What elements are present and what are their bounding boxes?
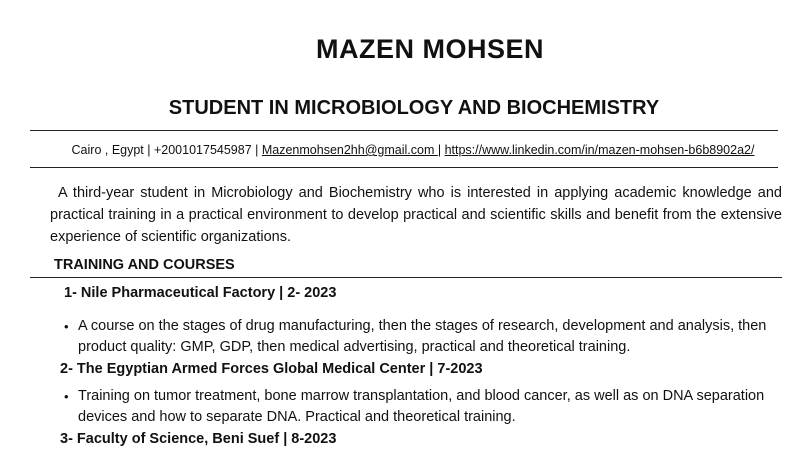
entry-title-nile: 1- Nile Pharmaceutical Factory | 2- 2023	[64, 285, 337, 301]
bullet-text: A course on the stages of drug manufacturing, then the stages of research, development and analysis, then product quality: GMP, GDP, then medical advertising, practical and theoretical training.	[78, 318, 767, 355]
bullet-icon: •	[64, 389, 69, 404]
entry-title-beni-suef: 3- Faculty of Science, Beni Suef | 8-2023	[60, 431, 337, 447]
bullet-text: Training on tumor treatment, bone marrow transplantation, and blood cancer, as well as on DNA separation devices and how to separate DNA. Practical and theoretical training.	[78, 388, 765, 425]
contact-line	[0, 143, 800, 157]
email-link[interactable]: Mazenmohsen2hh@gmail.com	[261, 143, 438, 157]
candidate-name: MAZEN MOHSEN	[316, 34, 544, 64]
divider-contact	[30, 167, 778, 168]
divider-top	[30, 130, 778, 131]
entry-title-armed-forces: 2- The Egyptian Armed Forces Global Medical Center | 7-2023	[60, 361, 483, 377]
linkedin-link[interactable]: https://www.linkedin.com/in/mazen-mohsen-b6b8902a2/	[444, 143, 755, 157]
section-divider	[30, 277, 782, 278]
bullet-item	[64, 316, 776, 358]
contact-separator: |	[437, 143, 445, 157]
candidate-role: STUDENT IN MICROBIOLOGY AND BIOCHEMISTRY	[168, 97, 660, 119]
summary-paragraph: A third-year student in Microbiology and Biochemistry who is interested in applying academic knowledge and practical training in a practical environment to develop practical and scientific skills and benefit from the extensive experience of scientific organizations.	[50, 185, 782, 245]
bullet-icon: •	[64, 319, 69, 334]
bullet-item	[64, 386, 776, 428]
location-phone: Cairo , Egypt | +2001017545987 |	[71, 143, 262, 157]
section-title-training: TRAINING AND COURSES	[54, 257, 235, 273]
